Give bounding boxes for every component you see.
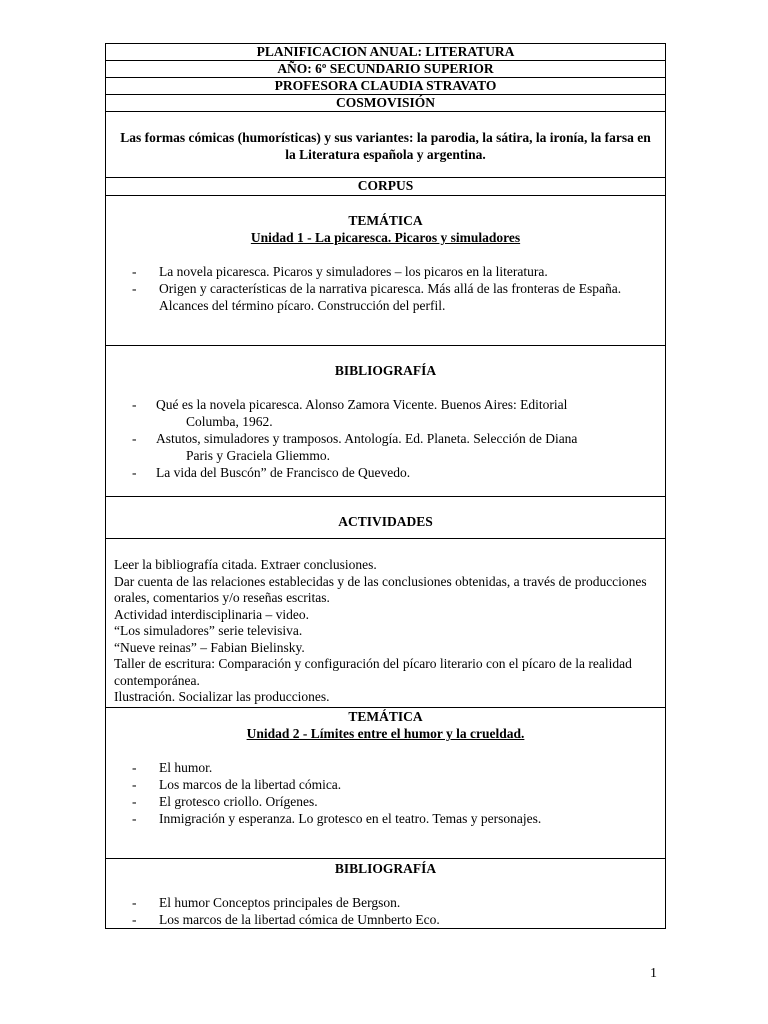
unit2-title: Unidad 2 - Límites entre el humor y la crueldad.: [246, 726, 525, 741]
header-title: PLANIFICACION ANUAL: LITERATURA: [106, 44, 666, 61]
unit1-bibliografia-label: BIBLIOGRAFÍA: [334, 363, 437, 378]
list-item: - La vida del Buscón” de Francisco de Quevedo.: [114, 464, 657, 481]
cosmovision-text: Las formas cómicas (humorísticas) y sus variantes: la parodia, la sátira, la ironía, la farsa en la Literatura española y argentina.: [106, 112, 666, 178]
list-item: - Los marcos de la libertad cómica.: [114, 776, 657, 793]
planning-table: [105, 43, 666, 929]
unit1-actividades-cell: [106, 539, 666, 708]
header-teacher: PROFESORA CLAUDIA STRAVATO: [106, 78, 666, 95]
unit2-tematica-label: TEMÁTICA: [348, 709, 423, 724]
header-year: AÑO: 6º SECUNDARIO SUPERIOR: [106, 61, 666, 78]
unit2-topic-list: [114, 759, 657, 827]
activity-line: “Nueve reinas” – Fabian Bielinsky.: [114, 639, 305, 655]
unit1-tematica-cell: [106, 196, 666, 346]
list-item: - Astutos, simuladores y tramposos. Antología. Ed. Planeta. Selección de Diana Paris y Graciela Gliemmo.: [114, 430, 657, 464]
activity-line: Actividad interdisciplinaria – video.: [114, 606, 309, 622]
unit1-bibliografia-cell: [106, 346, 666, 497]
unit1-actividades-label: ACTIVIDADES: [106, 497, 666, 539]
list-item: - Qué es la novela picaresca. Alonso Zamora Vicente. Buenos Aires: Editorial Columba, 1962.: [114, 396, 657, 430]
activity-line: Ilustración. Socializar las producciones.: [114, 689, 330, 704]
activity-line: “Los simuladores” serie televisiva.: [114, 623, 303, 638]
header-cosmovision: COSMOVISIÓN: [106, 95, 666, 112]
page-number: 1: [650, 966, 657, 981]
list-item: - El grotesco criollo. Orígenes.: [114, 793, 657, 810]
list-item: - La novela picaresca. Picaros y simuladores – los picaros en la literatura.: [114, 263, 657, 280]
list-item: - Inmigración y esperanza. Lo grotesco en el teatro. Temas y personajes.: [114, 810, 657, 827]
unit1-title: Unidad 1 - La picaresca. Picaros y simuladores: [250, 230, 521, 245]
activity-line: Leer la bibliografía citada. Extraer conclusiones.: [114, 557, 377, 572]
list-item: - Origen y características de la narrativa picaresca. Más allá de las fronteras de España. Alcances del término pícaro. Construcción del perfil.: [114, 280, 657, 314]
corpus-label: CORPUS: [106, 178, 666, 196]
activity-line: Taller de escritura: Comparación y configuración del pícaro literario con el pícaro de la realidad contemporánea.: [114, 656, 632, 688]
list-item: - Los marcos de la libertad cómica de Umnberto Eco.: [114, 911, 657, 928]
list-item: - El humor Conceptos principales de Bergson.: [114, 894, 657, 911]
unit2-tematica-cell: [106, 708, 666, 859]
unit1-topic-list: [114, 263, 657, 314]
unit2-bibliografia-cell: [106, 859, 666, 929]
activity-line: Dar cuenta de las relaciones establecidas y de las conclusiones obtenidas, a través de producciones orales, comentarios y/o reseñas escritas.: [114, 573, 647, 605]
unit2-bibliografia-list: [114, 894, 657, 928]
unit2-bibliografia-label: BIBLIOGRAFÍA: [334, 861, 437, 876]
unit1-tematica-label: TEMÁTICA: [348, 213, 423, 228]
unit1-bibliografia-list: [114, 396, 657, 481]
list-item: - El humor.: [114, 759, 657, 776]
